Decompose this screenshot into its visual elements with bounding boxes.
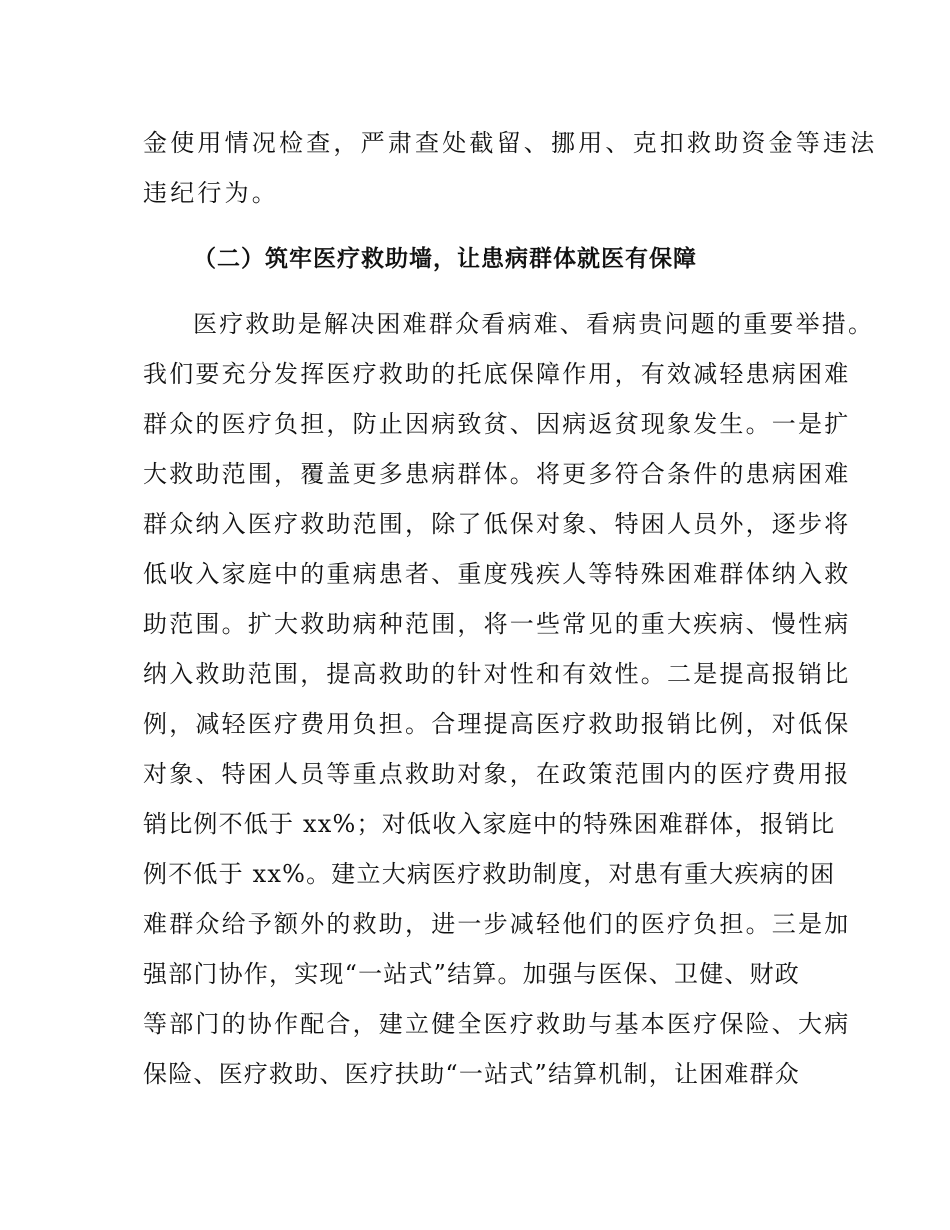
text-line: 低收入家庭中的重病患者、重度残疾人等特殊困难群体纳入救 bbox=[143, 560, 851, 588]
text-line: 保险、医疗救助、医疗扶助“一站式”结算机制，让困难群众 bbox=[143, 1060, 800, 1088]
text-line: 例不低于 xx%。建立大病医疗救助制度，对患有重大疾病的困 bbox=[143, 860, 836, 888]
text-line: 对象、特困人员等重点救助对象，在政策范围内的医疗费用报 bbox=[143, 760, 851, 788]
text-line: 助范围。扩大救助病种范围，将一些常见的重大疾病、慢性病 bbox=[143, 610, 851, 638]
text-line: 违纪行为。 bbox=[143, 179, 279, 207]
text-line: 大救助范围，覆盖更多患病群体。将更多符合条件的患病困难 bbox=[143, 460, 851, 488]
paragraph-first-line: 医疗救助是解决困难群众看病难、看病贵问题的重要举措。 bbox=[193, 310, 875, 338]
text-line: 金使用情况检查，严肃查处截留、挪用、克扣救助资金等违法 bbox=[143, 129, 878, 157]
text-line: 纳入救助范围，提高救助的针对性和有效性。二是提高报销比 bbox=[143, 660, 851, 688]
text-line: 强部门协作，实现“一站式”结算。加强与医保、卫健、财政 bbox=[143, 960, 800, 988]
text-line: 等部门的协作配合，建立健全医疗救助与基本医疗保险、大病 bbox=[143, 1010, 851, 1038]
text-line: 群众的医疗负担，防止因病致贫、因病返贫现象发生。一是扩 bbox=[143, 410, 851, 438]
text-line: 难群众给予额外的救助，进一步减轻他们的医疗负担。三是加 bbox=[143, 910, 851, 938]
text-line: 销比例不低于 xx%；对低收入家庭中的特殊困难群体，报销比 bbox=[143, 810, 836, 838]
text-line: 群众纳入医疗救助范围，除了低保对象、特困人员外，逐步将 bbox=[143, 510, 851, 538]
text-line: 我们要充分发挥医疗救助的托底保障作用，有效减轻患病困难 bbox=[143, 360, 851, 388]
section-heading: （二）筑牢医疗救助墙，让患病群体就医有保障 bbox=[193, 246, 697, 272]
text-line: 例，减轻医疗费用负担。合理提高医疗救助报销比例，对低保 bbox=[143, 710, 851, 738]
